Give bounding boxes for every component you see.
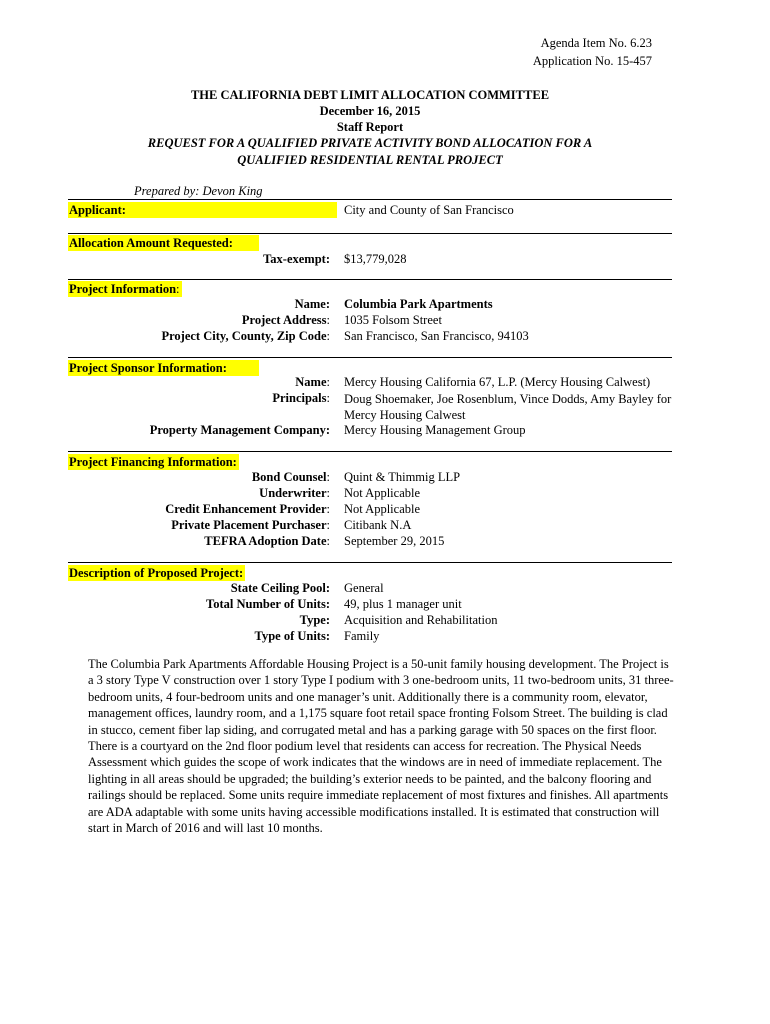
private-placement-label-text: Private Placement Purchaser bbox=[171, 518, 327, 532]
private-placement-label: Private Placement Purchaser: bbox=[171, 518, 330, 532]
project-city-label-text: Project City, County, Zip Code bbox=[161, 329, 327, 343]
committee-title: THE CALIFORNIA DEBT LIMIT ALLOCATION COMMITTEE bbox=[190, 88, 550, 102]
tax-exempt-label: Tax-exempt: bbox=[263, 252, 330, 266]
project-info-heading-text: Project Information bbox=[69, 282, 177, 296]
underwriter-label-text: Underwriter bbox=[259, 486, 327, 500]
property-management-value: Mercy Housing Management Group bbox=[344, 423, 526, 437]
divider bbox=[68, 279, 672, 280]
bond-counsel-value: Quint & Thimmig LLP bbox=[344, 470, 461, 484]
total-units-label: Total Number of Units: bbox=[206, 597, 330, 611]
project-info-heading bbox=[68, 281, 182, 297]
tefra-date-value: September 29, 2015 bbox=[344, 534, 445, 548]
sponsor-name-value: Mercy Housing California 67, L.P. (Mercy Housing Calwest) bbox=[344, 375, 651, 389]
divider bbox=[68, 357, 672, 358]
tefra-date-label: TEFRA Adoption Date: bbox=[204, 534, 330, 548]
report-date: December 16, 2015 bbox=[319, 104, 421, 118]
agenda-item-number: Agenda Item No. 6.23 bbox=[540, 36, 652, 50]
credit-enhancement-value: Not Applicable bbox=[344, 502, 421, 516]
project-name-value: Columbia Park Apartments bbox=[344, 297, 493, 311]
divider bbox=[68, 562, 672, 563]
sponsor-name-label-text: Name bbox=[295, 375, 327, 389]
request-title-line1: REQUEST FOR A QUALIFIED PRIVATE ACTIVITY BOND ALLOCATION FOR A bbox=[147, 136, 593, 150]
financing-heading: Project Financing Information: bbox=[68, 454, 239, 470]
project-address-value: 1035 Folsom Street bbox=[344, 313, 442, 327]
heading-colon: : bbox=[176, 282, 180, 296]
description-heading: Description of Proposed Project: bbox=[69, 566, 244, 580]
principals-label-text: Principals bbox=[272, 391, 327, 405]
applicant-heading: Applicant: bbox=[68, 202, 337, 218]
project-type-value: Acquisition and Rehabilitation bbox=[344, 613, 498, 627]
project-type-label: Type: bbox=[299, 613, 330, 627]
project-address-label: Project Address: bbox=[241, 313, 330, 327]
divider bbox=[68, 233, 672, 234]
allocation-heading: Allocation Amount Requested: bbox=[68, 235, 259, 251]
project-city-label: Project City, County, Zip Code: bbox=[161, 329, 330, 343]
principals-label: Principals: bbox=[272, 391, 330, 405]
divider bbox=[68, 451, 672, 452]
staff-report-heading: Staff Report bbox=[336, 120, 404, 134]
prepared-by: Prepared by: Devon King bbox=[134, 184, 263, 198]
project-description-paragraph: The Columbia Park Apartments Affordable Housing Project is a 50-unit family housing development. The Project is a 3 story Type V construction over 1 story Type I podium with 3 one-bedroom units, 11 two-bedroom units, 31 three-bedroom units, 4 four-bedroom units and one manager’s unit. Additionally there is a community room, elevator, management offices, laundry room, and a 1,175 square foot retail space fronting Folsom Street. The building is clad in stucco, cement fiber lap siding, and corrugated metal and has a parking garage with 50 spaces on the first floor. There is a courtyard on the 2nd floor podium level that residents can access for recreation. The Physical Needs Assessment which guides the scope of work indicates that the windows are in need of immediate replacement. The lighting in all areas should be upgraded; the building’s exterior needs to be painted, and the balcony flooring and railings should be replaced. Some units require immediate replacement of most fixtures and finishes. All apartments are ADA adaptable with some units having accessible modifications installed. It is estimated that construction will start in March of 2016 and will last 10 months. bbox=[88, 657, 674, 836]
bond-counsel-label: Bond Counsel: bbox=[251, 470, 330, 484]
state-ceiling-pool-value: General bbox=[344, 581, 384, 595]
bond-counsel-label-text: Bond Counsel bbox=[251, 470, 327, 484]
principals-value: Doug Shoemaker, Joe Rosenblum, Vince Dodds, Amy Bayley for Mercy Housing Calwest bbox=[344, 392, 672, 422]
tefra-date-label-text: TEFRA Adoption Date bbox=[204, 534, 327, 548]
sponsor-heading: Project Sponsor Information: bbox=[68, 360, 259, 376]
project-address-label-text: Project Address bbox=[241, 313, 327, 327]
state-ceiling-pool-label: State Ceiling Pool: bbox=[230, 581, 330, 595]
unit-type-label: Type of Units: bbox=[254, 629, 330, 643]
divider bbox=[68, 199, 672, 200]
credit-enhancement-label-text: Credit Enhancement Provider bbox=[165, 502, 327, 516]
unit-type-value: Family bbox=[344, 629, 380, 643]
private-placement-value: Citibank N.A bbox=[344, 518, 412, 532]
tax-exempt-value: $13,779,028 bbox=[344, 252, 407, 266]
credit-enhancement-label: Credit Enhancement Provider: bbox=[165, 502, 330, 516]
underwriter-label: Underwriter: bbox=[259, 486, 330, 500]
project-city-value: San Francisco, San Francisco, 94103 bbox=[344, 329, 529, 343]
property-management-label: Property Management Company: bbox=[149, 423, 330, 437]
sponsor-name-label: Name: bbox=[295, 375, 330, 389]
project-name-label: Name: bbox=[294, 297, 330, 311]
total-units-value: 49, plus 1 manager unit bbox=[344, 597, 462, 611]
underwriter-value: Not Applicable bbox=[344, 486, 421, 500]
applicant-value: City and County of San Francisco bbox=[344, 203, 514, 217]
request-title-line2: QUALIFIED RESIDENTIAL RENTAL PROJECT bbox=[237, 153, 503, 167]
application-number: Application No. 15-457 bbox=[532, 54, 652, 68]
